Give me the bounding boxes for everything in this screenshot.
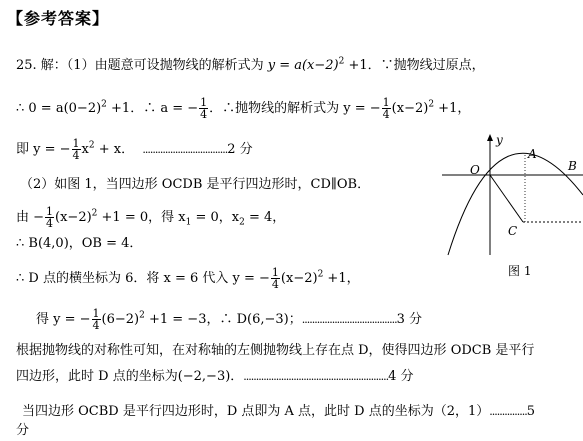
denominator: 4 (271, 278, 279, 291)
score: 2 分 (227, 142, 253, 157)
denominator: 4 (382, 108, 390, 121)
exponent: 2 (88, 140, 95, 151)
text: + x． (94, 142, 135, 157)
answer-line-3 (16, 138, 253, 161)
label-b: B (568, 159, 577, 173)
parabola-curve (448, 153, 583, 255)
answer-line-2 (16, 97, 470, 120)
fraction (72, 138, 81, 161)
text: ∴ 0 = a(0−2) (16, 101, 102, 116)
section-title: 【参考答案】 (7, 9, 110, 28)
fraction (382, 97, 391, 120)
numerator: 1 (46, 205, 54, 218)
fraction (199, 97, 208, 120)
score: 5 (526, 404, 536, 419)
denominator: 4 (200, 108, 208, 121)
figure-caption: 图 1 (508, 264, 532, 278)
label-a: A (528, 147, 537, 161)
text: (x−2) (55, 210, 92, 225)
segment-oc (490, 175, 523, 222)
y-axis-arrow-icon (487, 134, 493, 141)
fraction (92, 308, 101, 331)
text: ．∴抛物线的解析式为 y = − (209, 101, 381, 116)
text: +1 = −3，∴ D(6,−3)； (144, 312, 302, 327)
parabola-figure (440, 130, 583, 260)
text: 25. 解：（1）由题意可设抛物线的解析式为 (16, 58, 268, 73)
text: (x−2) (280, 271, 318, 286)
text: 当四边形 OCBD 是平行四边形时，D 点即为 A 点，此时 D 点的坐标为（2，1） (22, 404, 490, 419)
answer-line-8 (36, 308, 422, 331)
denominator: 4 (46, 217, 54, 230)
text: (x−2) (391, 101, 429, 116)
answer-line-12: 分 (16, 423, 30, 438)
text: 四边形，此时 D 点的坐标为(−2,−3)． (16, 369, 244, 384)
fraction (271, 267, 280, 290)
math-text: y = a(x−2) (267, 58, 339, 73)
text: x (81, 142, 89, 157)
score: 4 分 (388, 369, 414, 384)
exponent: 2 (317, 269, 324, 280)
answer-line-10 (16, 369, 414, 385)
score: 3 分 (396, 312, 423, 327)
answer-line-9: 根据抛物线的对称性可知，在对称轴的左侧抛物线上存在点 D，使得四边形 ODCB 是平行 (16, 343, 535, 358)
text: = 0，x (191, 210, 240, 225)
subscript: 1 (185, 217, 192, 228)
text: = 4， (244, 210, 286, 225)
text: 由 − (16, 210, 45, 225)
leader-dots: ...................................... (301, 313, 397, 326)
label-y: y (496, 133, 503, 147)
answer-line-1 (16, 58, 485, 74)
exponent: 2 (428, 99, 435, 110)
text: 得 y = − (36, 312, 91, 327)
answer-line-6: ∴ B(4,0)，OB = 4． (16, 236, 143, 251)
denominator: 4 (72, 149, 80, 162)
answer-line-11 (22, 404, 535, 420)
numerator: 1 (382, 96, 390, 109)
numerator: 1 (92, 307, 100, 320)
denominator: 4 (92, 319, 100, 332)
text: 即 y = − (16, 142, 71, 157)
text: +1， (323, 271, 360, 286)
fraction (45, 206, 54, 229)
answer-line-7 (16, 267, 360, 290)
exponent: 2 (91, 208, 98, 219)
text: ∴ D 点的横坐标为 6．将 x = 6 代入 y = − (16, 271, 270, 286)
numerator: 1 (271, 266, 279, 279)
exponent: 2 (101, 99, 107, 110)
text: +1， (434, 101, 471, 116)
text: +1 = 0，得 x (97, 210, 186, 225)
text: +1．∵抛物线过原点， (344, 58, 485, 73)
leader-dots: .................................. (142, 143, 228, 156)
numerator: 1 (200, 96, 208, 109)
answer-line-5 (16, 206, 285, 229)
text: (6−2) (101, 312, 140, 327)
leader-dots: .......................................................... (243, 370, 389, 383)
exponent: 2 (338, 56, 345, 67)
text: +1．∴ a = − (106, 101, 199, 116)
subscript: 2 (239, 217, 245, 228)
exponent: 2 (139, 310, 145, 321)
numerator: 1 (72, 137, 80, 150)
label-o: O (470, 163, 480, 177)
answer-line-4: （2）如图 1，当四边形 OCDB 是平行四边形时，CD∥OB． (20, 177, 371, 192)
leader-dots: ............... (489, 405, 527, 418)
label-c: C (508, 224, 518, 238)
